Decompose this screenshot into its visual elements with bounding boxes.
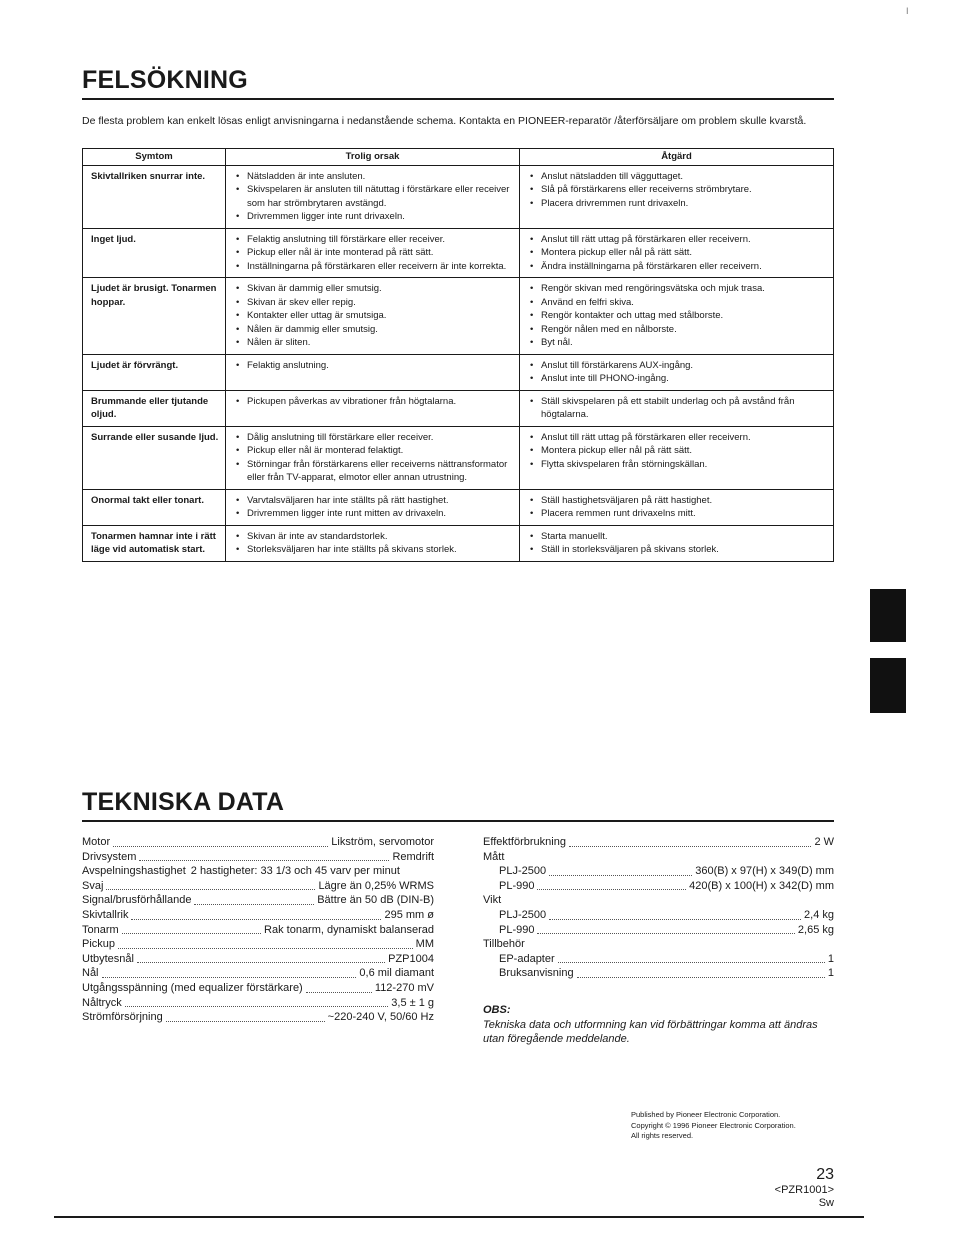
spec-label: PL-990 <box>499 879 535 892</box>
remedy-item: • Rengör nålen med en nålborste. <box>528 323 827 337</box>
remedy-item: • Ändra inställningarna på förstärkaren eller receivern. <box>528 260 827 274</box>
remedy-cell <box>520 525 834 561</box>
cause-cell <box>226 426 520 489</box>
specs-right-column <box>483 835 834 1047</box>
table-row <box>83 354 834 390</box>
remedy-item: • Anslut till rätt uttag på förstärkaren eller receivern. <box>528 431 827 445</box>
spec-row <box>82 981 434 996</box>
cause-item: • Felaktig anslutning till förstärkare eller receiver. <box>234 233 513 247</box>
spec-row <box>82 879 434 894</box>
cause-cell <box>226 489 520 525</box>
specs-title: TEKNISKA DATA <box>82 788 285 816</box>
copyright-line: Copyright © 1996 Pioneer Electronic Corporation. <box>631 1120 796 1130</box>
remedy-cell <box>520 354 834 390</box>
spec-label: Strömförsörjning <box>82 1011 163 1024</box>
cause-item: • Pickupen påverkas av vibrationer från högtalarna. <box>234 395 513 409</box>
remedy-cell <box>520 165 834 228</box>
remedy-cell <box>520 390 834 426</box>
spec-value: 1 <box>827 967 834 980</box>
spec-value: Bättre än 50 dB (DIN-B) <box>317 894 434 907</box>
spec-label: Pickup <box>82 938 116 951</box>
symptom-cell: Inget ljud. <box>83 228 226 278</box>
remedy-cell <box>520 426 834 489</box>
cause-item: • Felaktig anslutning. <box>234 359 513 373</box>
remedy-cell-list <box>528 233 827 274</box>
remedy-cell-list <box>528 359 827 386</box>
remedy-item: • Montera pickup eller nål på rätt sätt. <box>528 246 827 260</box>
cause-cell-list <box>234 233 513 274</box>
cause-item: • Drivremmen ligger inte runt drivaxeln. <box>234 210 513 224</box>
table-row <box>83 228 834 278</box>
spec-row <box>483 966 834 981</box>
symptom-cell: Surrande eller susande ljud. <box>83 426 226 489</box>
troubleshooting-table <box>82 148 834 562</box>
rights-line: All rights reserved. <box>631 1131 694 1140</box>
spec-label: EP-adapter <box>499 952 555 965</box>
spec-row <box>82 835 434 850</box>
symptom-cell: Tonarmen hamnar inte i rätt läge vid automatisk start. <box>83 525 226 561</box>
cause-cell-list <box>234 170 513 224</box>
cause-item: • Pickup eller nål är inte monterad på rätt sätt. <box>234 246 513 260</box>
remedy-item: • Ställ hastighetsväljaren på rätt hastighet. <box>528 494 827 508</box>
remedy-cell-list <box>528 395 827 422</box>
spec-row <box>483 952 834 967</box>
spec-value: 2,65 kg <box>797 923 834 936</box>
spec-row <box>483 908 834 923</box>
remedy-item: • Starta manuellt. <box>528 530 827 544</box>
symptom-cell: Ljudet är förvrängt. <box>83 354 226 390</box>
symptom-cell: Onormal takt eller tonart. <box>83 489 226 525</box>
spec-row <box>82 952 434 967</box>
remedy-item: • Flytta skivspelaren från störningskällan. <box>528 458 827 472</box>
cause-item: • Nålen är sliten. <box>234 336 513 350</box>
language-code: Sw <box>818 1197 834 1209</box>
cause-cell <box>226 390 520 426</box>
spec-value: 2,4 kg <box>804 908 834 921</box>
cause-cell-list <box>234 359 513 373</box>
remedy-item: • Anslut till rätt uttag på förstärkaren eller receivern. <box>528 233 827 247</box>
spec-row <box>82 966 434 981</box>
spec-row <box>483 864 834 879</box>
cause-item: • Nätsladden är inte ansluten. <box>234 170 513 184</box>
remedy-item: • Ställ in storleksväljaren på skivans storlek. <box>528 543 827 557</box>
cause-item: • Skivan är inte av standardstorlek. <box>234 530 513 544</box>
spec-label: Motor <box>82 836 111 848</box>
table-header-row <box>83 149 834 166</box>
spec-value: Lägre än 0,25% WRMS <box>318 879 434 892</box>
table-row <box>83 426 834 489</box>
spec-label: Avspelningshastighet <box>82 865 186 878</box>
symptom-cell: Brummande eller tjutande oljud. <box>83 390 226 426</box>
publisher-line: Published by Pioneer Electronic Corporation. <box>631 1110 781 1119</box>
spec-label: PL-990 <box>499 923 535 936</box>
spec-label: Utbytesnål <box>82 952 134 965</box>
spec-label: Svaj <box>82 879 104 892</box>
spec-label: PLJ-2500 <box>499 908 547 921</box>
spec-row <box>82 937 434 952</box>
spec-label: Bruksanvisning <box>499 967 574 980</box>
title-rule <box>82 820 834 822</box>
spec-group-label: Mått <box>483 850 505 863</box>
spec-label: PLJ-2500 <box>499 865 547 878</box>
remedy-item: • Montera pickup eller nål på rätt sätt. <box>528 444 827 458</box>
cause-cell-list <box>234 530 513 557</box>
spec-value: ~220-240 V, 50/60 Hz <box>327 1011 434 1024</box>
remedy-item: • Använd en felfri skiva. <box>528 296 827 310</box>
remedy-item: • Anslut till förstärkarens AUX-ingång. <box>528 359 827 373</box>
spec-label: Effektförbrukning <box>483 836 566 848</box>
spec-value: 2 W <box>814 836 834 848</box>
spec-label: Utgångsspänning (med equalizer förstärkare) <box>82 981 303 994</box>
cause-item: • Skivspelaren är ansluten till nätuttag i förstärkare eller receiver som har strömbrytaren avstängd. <box>234 183 513 210</box>
page-number: 23 <box>816 1166 834 1183</box>
remedy-cell <box>520 278 834 355</box>
remedy-item: • Placera remmen runt drivaxelns mitt. <box>528 507 827 521</box>
spec-row <box>82 996 434 1011</box>
spec-value: Rak tonarm, dynamiskt balanserad <box>264 923 434 936</box>
cause-item: • Skivan är skev eller repig. <box>234 296 513 310</box>
symptom-cell: Skivtallriken snurrar inte. <box>83 165 226 228</box>
header-symptom: Symtom <box>83 149 226 166</box>
page-mark: I <box>906 6 909 16</box>
spec-value: 0,6 mil diamant <box>359 967 434 980</box>
remedy-item: • Slå på förstärkarens eller receiverns strömbrytare. <box>528 183 827 197</box>
table-row <box>83 278 834 355</box>
section-tab-marker <box>870 658 906 713</box>
remedy-item: • Anslut nätsladden till vägguttaget. <box>528 170 827 184</box>
cause-cell <box>226 354 520 390</box>
section-tab-marker <box>870 589 906 642</box>
cause-cell-list <box>234 431 513 485</box>
spec-label: Skivtallrik <box>82 908 129 921</box>
remedy-cell-list <box>528 170 827 211</box>
cause-cell-list <box>234 494 513 521</box>
remedy-item: • Rengör skivan med rengöringsvätska och mjuk trasa. <box>528 282 827 296</box>
spec-row <box>483 923 834 938</box>
spec-row <box>82 850 434 865</box>
spec-value: 420(B) x 100(H) x 342(D) mm <box>689 879 834 892</box>
spec-row <box>483 879 834 894</box>
publisher-block <box>631 1110 796 1142</box>
spec-row <box>82 864 434 879</box>
cause-item: • Inställningarna på förstärkaren eller receivern är inte korrekta. <box>234 260 513 274</box>
spec-value: MM <box>415 938 434 951</box>
remedy-item: • Anslut inte till PHONO-ingång. <box>528 372 827 386</box>
cause-item: • Pickup eller nål är monterad felaktigt. <box>234 444 513 458</box>
cause-cell <box>226 525 520 561</box>
table-row <box>83 525 834 561</box>
remedy-item: • Ställ skivspelaren på ett stabilt underlag och på avstånd från högtalarna. <box>528 395 827 422</box>
header-remedy: Åtgärd <box>520 149 834 166</box>
troubleshooting-intro: De flesta problem kan enkelt lösas enligt anvisningarna i nedanstående schema. Kontakta en PIONEER-reparatör /återförsäljare om problem skulle kvarstå. <box>82 115 807 127</box>
remedy-item: • Byt nål. <box>528 336 827 350</box>
cause-item: • Kontakter eller uttag är smutsiga. <box>234 309 513 323</box>
remedy-cell <box>520 228 834 278</box>
spec-value: Remdrift <box>392 850 434 863</box>
header-cause: Trolig orsak <box>226 149 520 166</box>
page-footer <box>775 1166 834 1210</box>
cause-item: • Varvtalsväljaren har inte ställts på rätt hastighet. <box>234 494 513 508</box>
remedy-cell-list <box>528 494 827 521</box>
spec-row <box>82 893 434 908</box>
spec-value: 3,5 ± 1 g <box>391 996 434 1009</box>
remedy-cell-list <box>528 431 827 472</box>
cause-cell-list <box>234 282 513 350</box>
spec-value: PZP1004 <box>388 952 434 965</box>
table-row <box>83 165 834 228</box>
cause-cell-list <box>234 395 513 409</box>
remedy-item: • Rengör kontakter och uttag med stålborste. <box>528 309 827 323</box>
spec-row <box>82 1010 434 1025</box>
spec-value: 295 mm ø <box>384 908 434 921</box>
specs-left-column <box>82 835 434 1025</box>
remedy-cell-list <box>528 282 827 350</box>
note-label: OBS: <box>483 1003 511 1016</box>
spec-label: Tonarm <box>82 923 119 936</box>
cause-cell <box>226 228 520 278</box>
spec-value: 112-270 mV <box>374 981 434 994</box>
spec-row <box>483 835 834 850</box>
cause-item: • Dålig anslutning till förstärkare eller receiver. <box>234 431 513 445</box>
footer-rule <box>54 1216 864 1218</box>
table-body <box>83 165 834 561</box>
spec-row <box>82 923 434 938</box>
spec-label: Nåltryck <box>82 996 122 1009</box>
remedy-cell <box>520 489 834 525</box>
spec-value: 2 hastigheter: 33 1/3 och 45 varv per minut <box>190 865 400 878</box>
spec-group-label: Tillbehör <box>483 938 525 951</box>
spec-value: Likström, servomotor <box>331 836 434 848</box>
cause-item: • Drivremmen ligger inte runt mitten av drivaxeln. <box>234 507 513 521</box>
title-rule <box>82 98 834 100</box>
spec-label: Nål <box>82 967 99 980</box>
cause-cell <box>226 278 520 355</box>
cause-item: • Störningar från förstärkarens eller receiverns nättransformator eller från TV-apparat, elmotor eller annan utrustning. <box>234 458 513 485</box>
cause-item: • Nålen är dammig eller smutsig. <box>234 323 513 337</box>
spec-value: 1 <box>827 952 834 965</box>
note-text: Tekniska data och utformning kan vid förbättringar komma att ändras utan föregående meddelande. <box>483 1018 818 1046</box>
cause-item: • Storleksväljaren har inte ställts på skivans storlek. <box>234 543 513 557</box>
document-code: <PZR1001> <box>774 1184 834 1196</box>
spec-group-label: Vikt <box>483 894 502 907</box>
table-row <box>83 489 834 525</box>
spec-label: Drivsystem <box>82 850 137 863</box>
symptom-cell: Ljudet är brusigt. Tonarmen hoppar. <box>83 278 226 355</box>
remedy-cell-list <box>528 530 827 557</box>
cause-cell <box>226 165 520 228</box>
troubleshooting-title: FELSÖKNING <box>82 66 248 94</box>
spec-value: 360(B) x 97(H) x 349(D) mm <box>695 865 834 878</box>
remedy-item: • Placera drivremmen runt drivaxeln. <box>528 197 827 211</box>
cause-item: • Skivan är dammig eller smutsig. <box>234 282 513 296</box>
spec-row <box>82 908 434 923</box>
spec-label: Signal/brusförhållande <box>82 894 192 907</box>
table-row <box>83 390 834 426</box>
